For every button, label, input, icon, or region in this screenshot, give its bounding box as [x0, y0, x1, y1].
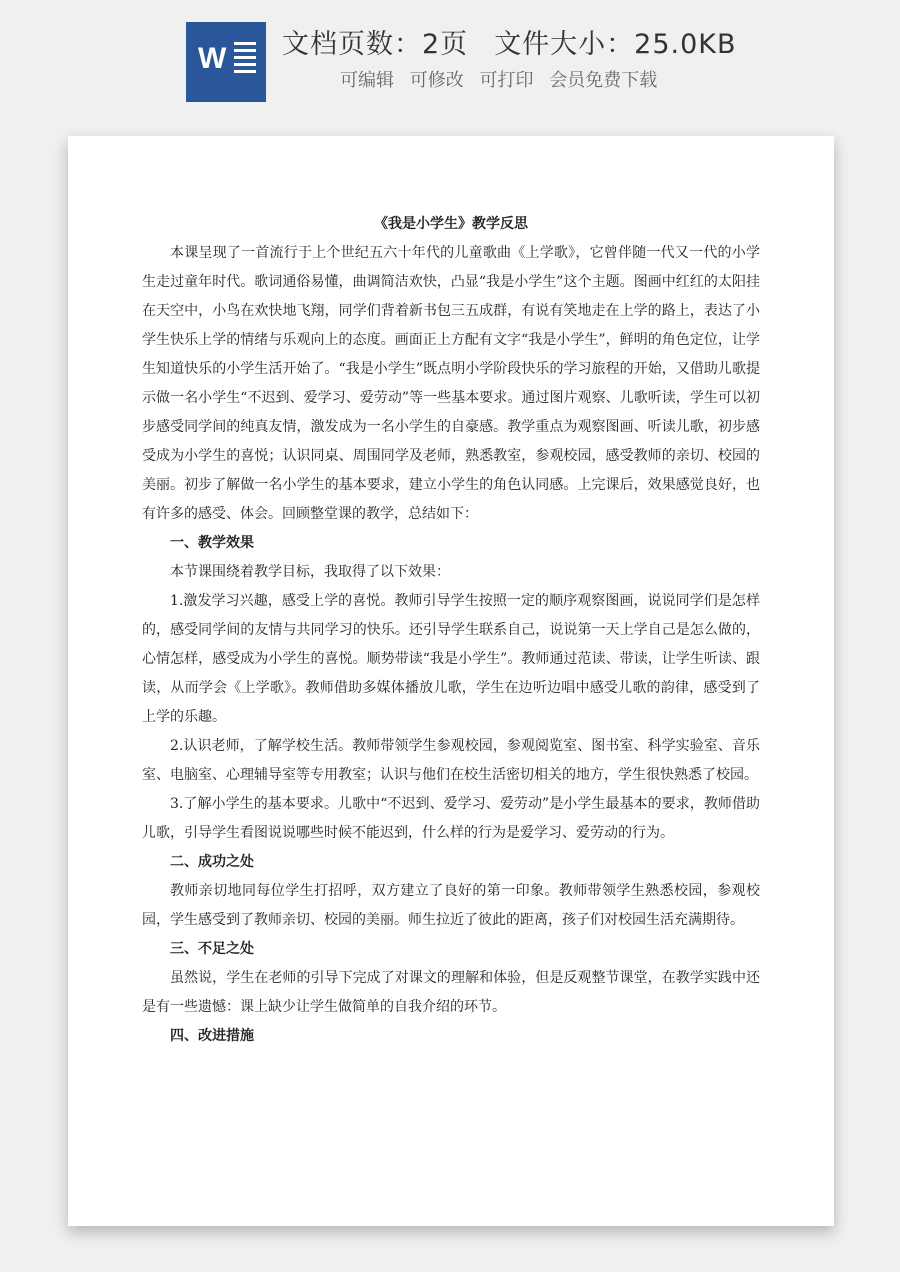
word-icon-letter: W [198, 42, 227, 75]
intro-paragraph: 本课呈现了一首流行于上个世纪五六十年代的儿童歌曲《上学歌》，它曾伴随一代又一代的小学生走过童年时代。歌词通俗易懂，曲调简洁欢快，凸显“我是小学生”这个主题。图画中红红的太阳挂在天空中，小鸟在欢快地飞翔，同学们背着新书包三五成群，有说有笑地走在上学的路上，表达了小学生快乐上学的情绪与乐观向上的态度。画面正上方配有文字“我是小学生”，鲜明的角色定位，让学生知道快乐的小学生活开始了。“我是小学生”既点明小学阶段快乐的学习旅程的开始，又借助儿歌提示做一名小学生“不迟到、爱学习、爱劳动”等一些基本要求。通过图片观察、儿歌听读，学生可以初步感受同学间的纯真友情，激发成为一名小学生的自豪感。教学重点为观察图画、听读儿歌，初步感受成为小学生的喜悦；认识同桌、周围同学及老师，熟悉教室，参观校园，感受教师的亲切、校园的美丽。初步了解做一名小学生的基本要求，建立小学生的角色认同感。上完课后，效果感觉良好，也有许多的感受、体会。回顾整堂课的教学，总结如下： [142, 245, 760, 522]
section1-intro: 本节课围绕着教学目标，我取得了以下效果： [170, 564, 450, 580]
pages-count: 文档页数：2页 [282, 29, 469, 60]
section3-paragraph: 虽然说，学生在老师的引导下完成了对课文的理解和体验，但是反观整节课堂，在教学实践中还是有一些遗憾：课上缺少让学生做简单的自我介绍的环节。 [142, 970, 760, 1015]
file-info-title [282, 22, 737, 61]
section-heading-teaching-effect: 一、教学效果 [170, 535, 254, 551]
feature-printable: 可打印 [479, 70, 534, 91]
feature-free-download: 会员免费下载 [549, 70, 658, 91]
section1-paragraph-3: 3.了解小学生的基本要求。儿歌中“不迟到、爱学习、爱劳动”是小学生最基本的要求，教师借助儿歌，引导学生看图说说哪些时候不能迟到，什么样的行为是爱学习、爱劳动的行为。 [142, 796, 760, 841]
header [0, 0, 900, 120]
word-document-icon [186, 22, 266, 102]
section1-paragraph-2: 2.认识老师，了解学校生活。教师带领学生参观校园，参观阅览室、图书室、科学实验室、音乐室、电脑室、心理辅导室等专用教室；认识与他们在校生活密切相关的地方，学生很快熟悉了校园。 [142, 738, 760, 783]
feature-modifiable: 可修改 [409, 70, 464, 91]
feature-editable: 可编辑 [340, 70, 394, 91]
section-heading-improvements: 四、改进措施 [170, 1028, 254, 1044]
section-heading-success: 二、成功之处 [170, 854, 254, 870]
file-size: 文件大小：25.0KB [494, 29, 737, 60]
document-title: 《我是小学生》教学反思 [374, 216, 528, 232]
feature-list [340, 66, 667, 92]
section-heading-shortcomings: 三、不足之处 [170, 941, 254, 957]
word-icon-lines [234, 42, 256, 77]
document-content [142, 210, 760, 1051]
document-page [68, 136, 834, 1226]
section1-paragraph-1: 1.激发学习兴趣，感受上学的喜悦。教师引导学生按照一定的顺序观察图画，说说同学们是怎样的，感受同学间的友情与共同学习的快乐。还引导学生联系自己，说说第一天上学自己是怎么做的，心情怎样，感受成为小学生的喜悦。顺势带读“我是小学生”。教师通过范读、带读，让学生听读、跟读，从而学会《上学歌》。教师借助多媒体播放儿歌，学生在边听边唱中感受儿歌的韵律，感受到了上学的乐趣。 [142, 593, 760, 725]
section2-paragraph: 教师亲切地同每位学生打招呼，双方建立了良好的第一印象。教师带领学生熟悉校园，参观校园，学生感受到了教师亲切、校园的美丽。师生拉近了彼此的距离，孩子们对校园生活充满期待。 [142, 883, 760, 928]
